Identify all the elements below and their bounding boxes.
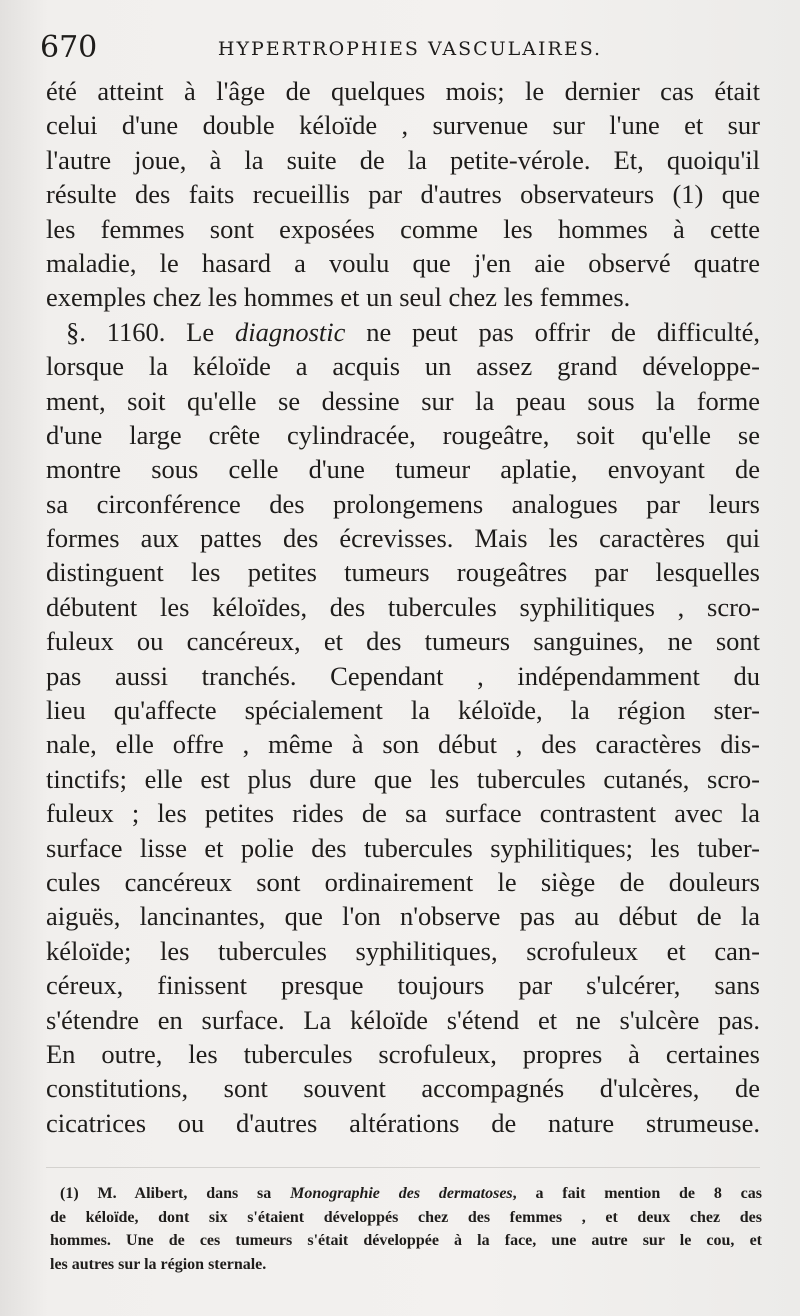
text-line: fuleux ou cancéreux, et des tumeurs sanguines, ne sont [46,626,760,657]
text-line: aiguës, lancinantes, que l'on n'observe pas au début de la [46,901,760,932]
page-number: 670 [40,30,98,65]
italic-term: diagnostic [234,316,346,347]
text-line: celui d'une double kéloïde , survenue sur l'une et sur [46,110,760,141]
text-line: résulte des faits recueillis par d'autres observateurs (1) que [46,179,760,210]
text-line: sa circonférence des prolongemens analogues par leurs [46,488,760,519]
text-line: lieu qu'affecte spécialement la kéloïde, la région ster- [46,695,760,726]
section-1160-start: §. 1160. Le diagnostic ne peut pas offrir de difficulté, [66,316,760,347]
text-line: pas aussi tranchés. Cependant , indépendamment du [46,660,760,691]
text-line: kéloïde; les tubercules syphilitiques, scrofuleux et can- [46,935,760,966]
text-line: ment, soit qu'elle se dessine sur la peau sous la forme [46,385,760,416]
italic-title: Monographie des dermatoses [290,1185,513,1202]
footnote-line: hommes. Une de ces tumeurs s'était développée à la face, une autre sur le cou, et [50,1232,762,1250]
text-line: fuleux ; les petites rides de sa surface contrastent avec la [46,798,760,829]
body-text [46,74,760,1140]
text-line: lorsque la kéloïde a acquis un assez grand développe- [46,351,760,382]
running-head: HYPERTROPHIES VASCULAIRES. [217,38,603,60]
text-line: surface lisse et polie des tubercules syphilitiques; les tuber- [46,832,760,863]
footnote-line: (1) M. Alibert, dans sa Monographie des dermatoses, a fait mention de 8 cas [60,1185,763,1202]
footnote-line: de kéloïde, dont six s'étaient développés chez des femmes , et deux chez des [50,1208,762,1226]
text-line: tinctifs; elle est plus dure que les tubercules cutanés, scro- [46,763,760,794]
text-line: maladie, le hasard a voulu que j'en aie observé quatre [46,247,760,278]
text-line: montre sous celle d'une tumeur aplatie, envoyant de [46,454,760,485]
text-line: d'une large crête cylindracée, rougeâtre, soit qu'elle se [46,419,760,450]
text-line: En outre, les tubercules scrofuleux, propres à certaines [46,1038,760,1069]
text-line: distinguent les petites tumeurs rougeâtres par lesquelles [46,557,760,588]
text-line: s'étendre en surface. La kéloïde s'étend et ne s'ulcère pas. [46,1004,760,1035]
footnote [50,1182,762,1276]
text-line: constitutions, sont souvent accompagnés d'ulcères, de [46,1073,760,1104]
footnote-line: les autres sur la région sternale. [50,1255,267,1273]
text-line: les femmes sont exposées comme les hommes à cette [46,213,760,244]
text-line: été atteint à l'âge de quelques mois; le dernier cas était [46,76,760,106]
text-line: nale, elle offre , même à son début , des caractères dis- [46,729,760,760]
text-line: formes aux pattes des écrevisses. Mais les caractères qui [46,523,760,554]
text-line: céreux, finissent presque toujours par s'ulcérer, sans [46,970,760,1001]
text-line: cules cancéreux sont ordinairement le siège de douleurs [46,866,760,897]
paragraph-end-line: exemples chez les hommes et un seul chez les femmes. [46,282,631,313]
text-line: l'autre joue, à la suite de la petite-vérole. Et, quoiqu'il [46,144,760,175]
footnote-separator [46,1167,760,1168]
text-line: cicatrices ou d'autres altérations de nature strumeuse. [46,1107,760,1138]
text-line: débutent les kéloïdes, des tubercules syphilitiques , scro- [46,591,760,622]
